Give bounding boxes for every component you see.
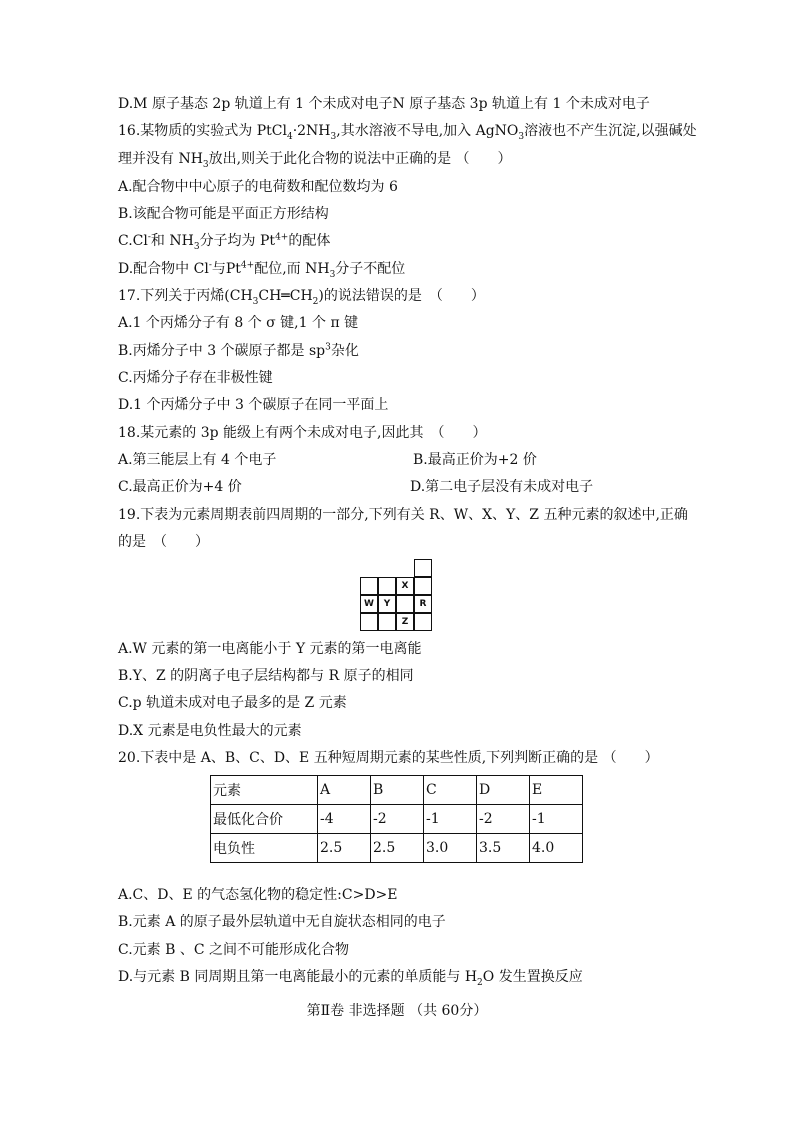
q17-option-a: A.1 个丙烯分子有 8 个 σ 键,1 个 π 键 [118,315,359,331]
table-cell: 最低化合价 [211,805,318,834]
q19-option-c: C.p 轨道未成对电子最多的是 Z 元素 [118,695,347,711]
q17-stem: 17.下列关于丙烯$(CH_3CH═CH_2)$的说法错误的是 （ ） [118,288,485,307]
q20-option-a: A.C、D、E 的气态氢化物的稳定性:C>D>E [118,887,398,903]
table-cell: B [371,776,424,805]
properties-table [210,775,583,863]
periodic-cell [378,577,396,595]
table-row [211,805,583,834]
q20-option-d: D.与元素 B 同周期且第一电离能最小的元素的单质能与 $H_2O$ 发生置换反应 [118,969,583,988]
q18-option-a: A.第三能层上有 4 个电子 [118,452,277,468]
periodic-cell-w: W [360,595,378,613]
q18-option-c: C.最高正价为+4 价 [118,479,242,495]
section-heading: 第Ⅱ卷 非选择题 （共 60分） [306,1003,488,1019]
q17-option-c: C.丙烯分子存在非极性键 [118,370,273,386]
periodic-cell [360,613,378,631]
q16-stem-line2: 理并没有 $NH_3$放出,则关于此化合物的说法中正确的是 （ ） [118,151,512,170]
periodic-cell [360,577,378,595]
periodic-cell-x: X [396,577,414,595]
table-row [211,834,583,863]
table-cell: A [318,776,371,805]
periodic-cell-z: Z [396,613,414,631]
periodic-cell [378,613,396,631]
q18-option-b: B.最高正价为+2 价 [413,452,537,468]
q17-option-b: B.丙烯分子中 3 个碳原子都是 $sp^3$杂化 [118,342,359,359]
table-cell: D [477,776,530,805]
q20-stem: 20.下表中是 A、B、C、D、E 五种短周期元素的某些性质,下列判断正确的是 （ ） [118,750,659,766]
q16-option-c: C.Cl-和 $NH_3$分子均为 $Pt^{4+}$的配体 [118,232,331,252]
table-cell: 2.5 [318,834,371,863]
periodic-cell [414,577,432,595]
periodic-cell-y: Y [378,595,396,613]
q19-stem-line2: 的是 （ ） [118,534,209,550]
q17-option-d: D.1 个丙烯分子中 3 个碳原子在同一平面上 [118,397,389,413]
table-cell: -4 [318,805,371,834]
q16-option-b: B.该配合物可能是平面正方形结构 [118,206,329,222]
table-cell: -1 [530,805,583,834]
q19-stem-line1: 19.下表为元素周期表前四周期的一部分,下列有关 R、W、X、Y、Z 五种元素的叙述中,正确 [118,507,688,523]
table-cell: 3.0 [424,834,477,863]
periodic-cell [414,613,432,631]
table-cell: 电负性 [211,834,318,863]
periodic-cell-r: R [414,595,432,613]
q15-option-d: D.M 原子基态 2p 轨道上有 1 个未成对电子N 原子基态 3p 轨道上有 1 个未成对电子 [118,96,650,112]
table-cell: C [424,776,477,805]
table-cell: -2 [371,805,424,834]
q16-option-a: A.配合物中中心原子的电荷数和配位数均为 6 [118,179,398,195]
q16-stem-line1: 16.某物质的实验式为 $PtCl_4\cdot 2NH_3$,其水溶液不导电,加入 AgNO$_3$溶液也不产生沉淀,以强碱处 [118,123,697,142]
q20-option-c: C.元素 B 、C 之间不可能形成化合物 [118,942,350,958]
q18-option-d: D.第二电子层没有未成对电子 [410,479,594,495]
table-cell: -2 [477,805,530,834]
table-header-row [211,776,583,805]
table-cell: 4.0 [530,834,583,863]
q19-option-b: B.Y、Z 的阴离子电子层结构都与 R 原子的相同 [118,668,414,684]
table-cell: 3.5 [477,834,530,863]
q19-option-a: A.W 元素的第一电离能小于 Y 元素的第一电离能 [118,641,422,657]
table-cell: 元素 [211,776,318,805]
periodic-cell [414,559,432,577]
table-cell: -1 [424,805,477,834]
q19-option-d: D.X 元素是电负性最大的元素 [118,723,302,739]
periodic-cell [396,595,414,613]
q20-option-b: B.元素 A 的原子最外层轨道中无自旋状态相同的电子 [118,914,446,930]
q18-stem: 18.某元素的 3p 能级上有两个未成对电子,因此其 （ ） [118,425,487,441]
q16-option-d: D.配合物中 Cl-与$Pt^{4+}$配位,而 $NH_3$分子不配位 [118,260,406,280]
table-cell: 2.5 [371,834,424,863]
table-cell: E [530,776,583,805]
